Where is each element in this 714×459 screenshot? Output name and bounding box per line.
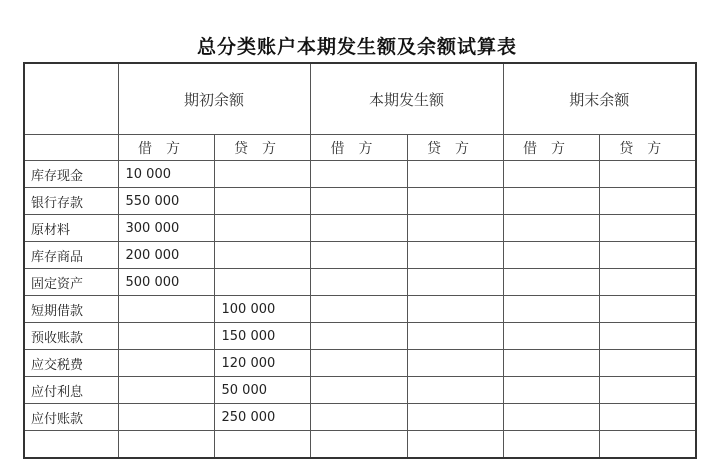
group-header-row: [24, 63, 696, 135]
amount-cell: [214, 215, 310, 242]
amount-cell: [503, 269, 599, 296]
page-title: 总分类账户本期发生额及余额试算表: [196, 36, 517, 58]
group-header-period-activity: 本期发生额: [310, 63, 503, 135]
amount-cell: [310, 269, 407, 296]
amount-cell: [599, 350, 696, 377]
amount-cell: [214, 431, 310, 459]
side-header-debit: 借方: [118, 135, 214, 161]
side-header-credit: 贷方: [599, 135, 696, 161]
amount-cell: [310, 296, 407, 323]
amount-cell: [407, 431, 503, 459]
amount-cell: 200 000: [118, 242, 214, 269]
amount-cell: [599, 296, 696, 323]
amount-cell: [503, 431, 599, 459]
amount-cell: [310, 323, 407, 350]
amount-cell: [599, 161, 696, 188]
amount-cell: [407, 161, 503, 188]
account-name-cell: [24, 431, 118, 459]
amount-cell: [310, 215, 407, 242]
amount-cell: [503, 161, 599, 188]
amount-cell: [599, 377, 696, 404]
amount-cell: [214, 269, 310, 296]
amount-cell: [118, 431, 214, 459]
table-row: [24, 323, 696, 350]
table-row: [24, 188, 696, 215]
amount-cell: 10 000: [118, 161, 214, 188]
account-name-cell: 库存现金: [24, 161, 118, 188]
amount-cell: 500 000: [118, 269, 214, 296]
amount-cell: [310, 242, 407, 269]
amount-cell: [599, 404, 696, 431]
amount-cell: [503, 350, 599, 377]
account-name-cell: 原材料: [24, 215, 118, 242]
amount-cell: [118, 350, 214, 377]
amount-cell: [407, 323, 503, 350]
amount-cell: [310, 161, 407, 188]
amount-cell: 120 000: [214, 350, 310, 377]
amount-cell: [407, 404, 503, 431]
account-name-cell: 库存商品: [24, 242, 118, 269]
amount-cell: [310, 431, 407, 459]
amount-cell: 550 000: [118, 188, 214, 215]
account-name-cell: 固定资产: [24, 269, 118, 296]
amount-cell: [118, 404, 214, 431]
amount-cell: [407, 269, 503, 296]
amount-cell: [407, 242, 503, 269]
amount-cell: [310, 350, 407, 377]
side-header-row: [24, 135, 696, 161]
amount-cell: [503, 296, 599, 323]
table-row: [24, 350, 696, 377]
account-name-cell: 短期借款: [24, 296, 118, 323]
account-name-cell: 应付利息: [24, 377, 118, 404]
amount-cell: 300 000: [118, 215, 214, 242]
header-blank-cell: [24, 63, 118, 135]
amount-cell: [118, 323, 214, 350]
side-header-credit: 贷方: [407, 135, 503, 161]
amount-cell: [310, 188, 407, 215]
table-row: [24, 404, 696, 431]
amount-cell: [503, 377, 599, 404]
amount-cell: 150 000: [214, 323, 310, 350]
amount-cell: [407, 188, 503, 215]
trial-balance-table: [23, 62, 697, 459]
side-header-debit: 借方: [310, 135, 407, 161]
amount-cell: [599, 242, 696, 269]
table-row: [24, 377, 696, 404]
amount-cell: 100 000: [214, 296, 310, 323]
account-name-cell: 预收账款: [24, 323, 118, 350]
amount-cell: [214, 161, 310, 188]
amount-cell: [118, 296, 214, 323]
amount-cell: 250 000: [214, 404, 310, 431]
side-header-debit: 借方: [503, 135, 599, 161]
amount-cell: [407, 215, 503, 242]
table-row: [24, 242, 696, 269]
header-blank-cell: [24, 135, 118, 161]
amount-cell: 50 000: [214, 377, 310, 404]
group-header-closing-balance: 期末余额: [503, 63, 696, 135]
amount-cell: [503, 215, 599, 242]
amount-cell: [599, 215, 696, 242]
amount-cell: [599, 323, 696, 350]
amount-cell: [310, 404, 407, 431]
amount-cell: [503, 242, 599, 269]
amount-cell: [214, 188, 310, 215]
amount-cell: [214, 242, 310, 269]
amount-cell: [599, 269, 696, 296]
side-header-credit: 贷方: [214, 135, 310, 161]
amount-cell: [407, 350, 503, 377]
account-name-cell: 银行存款: [24, 188, 118, 215]
account-name-cell: 应付账款: [24, 404, 118, 431]
table-row: [24, 215, 696, 242]
table-row: [24, 161, 696, 188]
amount-cell: [310, 377, 407, 404]
amount-cell: [503, 188, 599, 215]
amount-cell: [503, 404, 599, 431]
amount-cell: [407, 377, 503, 404]
table-row: [24, 431, 696, 459]
amount-cell: [599, 431, 696, 459]
table-row: [24, 269, 696, 296]
amount-cell: [503, 323, 599, 350]
amount-cell: [118, 377, 214, 404]
amount-cell: [407, 296, 503, 323]
amount-cell: [599, 188, 696, 215]
table-row: [24, 296, 696, 323]
account-name-cell: 应交税费: [24, 350, 118, 377]
group-header-opening-balance: 期初余额: [118, 63, 310, 135]
